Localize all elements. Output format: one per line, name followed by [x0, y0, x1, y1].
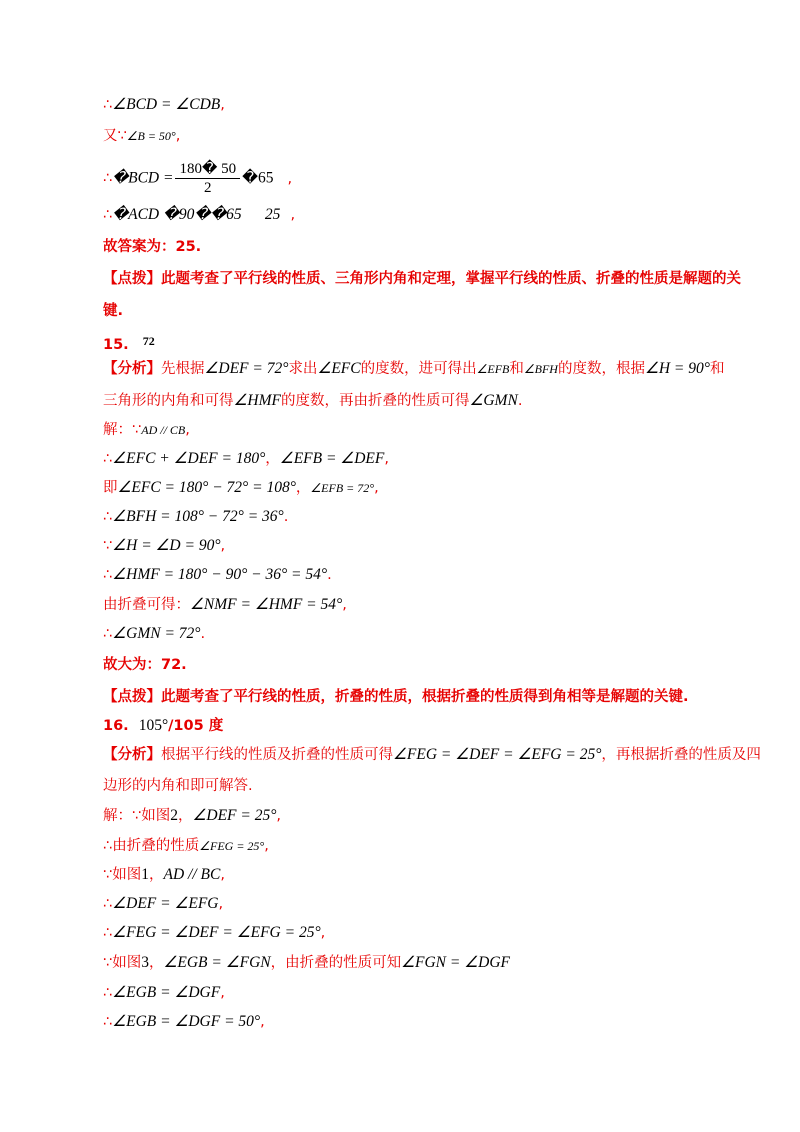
answer-line: 故答案为：25.	[103, 239, 202, 255]
solution-line: ∴∠BFH = 108° − 72° = 36°.	[103, 508, 289, 525]
solution-line: 即∠EFC = 180° − 72° = 108°，∠EFB = 72°,	[103, 479, 379, 496]
solution-line: 解：∵如图2，∠DEF = 25°,	[103, 807, 282, 824]
tip-line: 【点拨】此题考查了平行线的性质、三角形内角和定理，掌握平行线的性质、折叠的性质是解题的关	[103, 271, 741, 287]
solution-line: ∴∠EGB = ∠DGF = 50°,	[103, 1013, 265, 1030]
solution-line: ∴∠EFC + ∠DEF = 180°，∠EFB = ∠DEF,	[103, 450, 389, 467]
solution-line: ∴∠BCD = ∠CDB,	[103, 96, 225, 113]
solution-line: 解：∵AD // CB,	[103, 422, 190, 438]
solution-line: ∴�BCD = $\frac{180� 50}{2}$ �65 ,	[103, 161, 293, 196]
solution-line: ∴∠FEG = ∠DEF = ∠EFG = 25°,	[103, 924, 326, 941]
solution-line: ∵如图1，AD // BC,	[103, 866, 225, 883]
analysis-line: 【分析】先根据∠DEF = 72°求出∠EFC的度数，进可得出∠EFB和∠BFH的度数，根据∠H = 90°和	[103, 360, 725, 377]
solution-line: ∴∠HMF = 180° − 90° − 36° = 54°.	[103, 566, 332, 583]
question-number: 15. $^{72}$	[103, 334, 155, 353]
solution-line: 由折叠可得：∠NMF = ∠HMF = 54°,	[103, 596, 347, 613]
tip-line: 【点拨】此题考查了平行线的性质，折叠的性质，根据折叠的性质得到角相等是解题的关键.	[103, 689, 689, 705]
analysis-line: 边形的内角和即可解答.	[103, 778, 253, 794]
solution-line: ∴∠GMN = 72°.	[103, 625, 206, 642]
solution-line: ∴∠DEF = ∠EFG,	[103, 895, 224, 912]
analysis-line: 【分析】根据平行线的性质及折叠的性质可得∠FEG = ∠DEF = ∠EFG = 25°，再根据折叠的性质及四	[103, 746, 761, 763]
solution-line: ∵∠H = ∠D = 90°,	[103, 537, 226, 554]
question-number: 16. 105°/105 度	[103, 717, 224, 734]
solution-line: ∴由折叠的性质∠FEG = 25°,	[103, 838, 269, 854]
solution-line: ∴�ACD �90��65 25 ,	[103, 206, 296, 223]
solution-line: 又∵∠B = 50°,	[103, 128, 181, 144]
solution-line: ∴∠EGB = ∠DGF,	[103, 984, 225, 1001]
answer-line: 故大为：72.	[103, 657, 187, 673]
fraction: $\frac{180� 50}{2}$	[175, 160, 240, 197]
tip-line: 键.	[103, 303, 124, 319]
analysis-line: 三角形的内角和可得∠HMF的度数，再由折叠的性质可得∠GMN.	[103, 392, 523, 409]
solution-line: ∵如图3，∠EGB = ∠FGN，由折叠的性质可知∠FGN = ∠DGF	[103, 954, 510, 971]
